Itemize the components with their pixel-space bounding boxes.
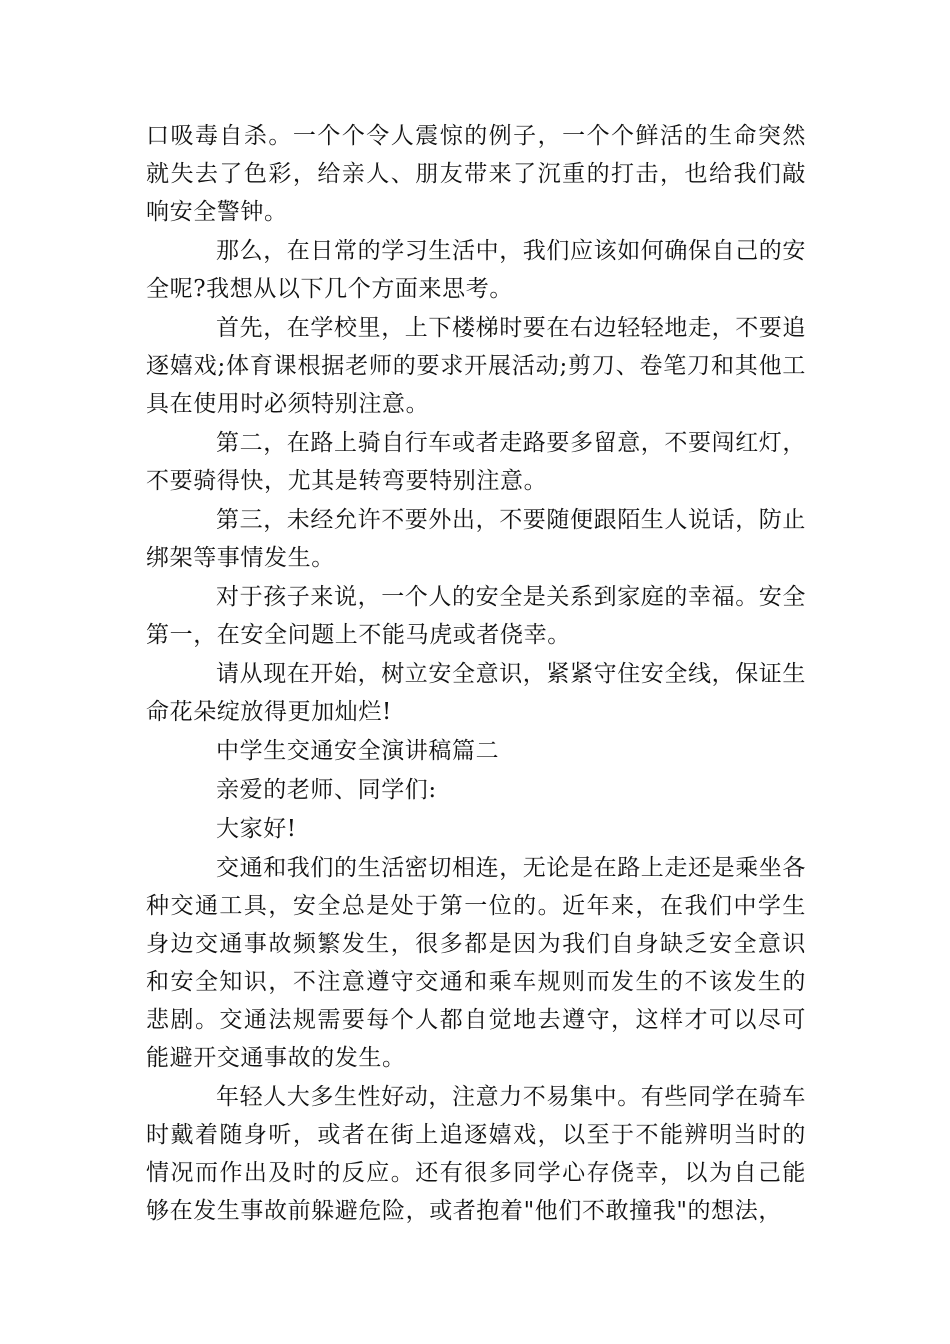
paragraph: 第二，在路上骑自行车或者走路要多留意，不要闯红灯，不要骑得快，尤其是转弯要特别注意。	[146, 430, 806, 494]
paragraph: 交通和我们的生活密切相连，无论是在路上走还是乘坐各种交通工具，安全总是处于第一位的。近年来，在我们中学生身边交通事故频繁发生，很多都是因为我们自身缺乏安全意识和安全知识，不注意遵守交通和乘车规则而发生的不该发生的悲剧。交通法规需要每个人都自觉地去遵守，这样才可以尽可能避开交通事故的发生。	[146, 855, 806, 1071]
greeting: 大家好!	[216, 816, 297, 842]
document-body	[146, 117, 806, 1231]
paragraph: 对于孩子来说，一个人的安全是关系到家庭的幸福。安全第一，在安全问题上不能马虎或者侥幸。	[146, 584, 806, 648]
paragraph: 请从现在开始，树立安全意识，紧紧守住安全线，保证生命花朵绽放得更加灿烂!	[146, 661, 806, 725]
paragraph: 那么，在日常的学习生活中，我们应该如何确保自己的安全呢?我想从以下几个方面来思考。	[146, 238, 806, 302]
paragraph: 首先，在学校里，上下楼梯时要在右边轻轻地走，不要追逐嬉戏;体育课根据老师的要求开展活动;剪刀、卷笔刀和其他工具在使用时必须特别注意。	[146, 315, 806, 417]
paragraph: 第三，未经允许不要外出，不要随便跟陌生人说话，防止绑架等事情发生。	[146, 507, 806, 571]
section-title: 中学生交通安全演讲稿篇二	[216, 738, 500, 764]
paragraph: 口吸毒自杀。一个个令人震惊的例子，一个个鲜活的生命突然就失去了色彩，给亲人、朋友带来了沉重的打击，也给我们敲响安全警钟。	[146, 123, 806, 225]
paragraph: 年轻人大多生性好动，注意力不易集中。有些同学在骑车时戴着随身听，或者在街上追逐嬉戏，以至于不能辨明当时的情况而作出及时的反应。还有很多同学心存侥幸，以为自己能够在发生事故前躲避危险，或者抱着"他们不敢撞我"的想法，	[146, 1084, 806, 1224]
salutation: 亲爱的老师、同学们:	[216, 777, 437, 803]
